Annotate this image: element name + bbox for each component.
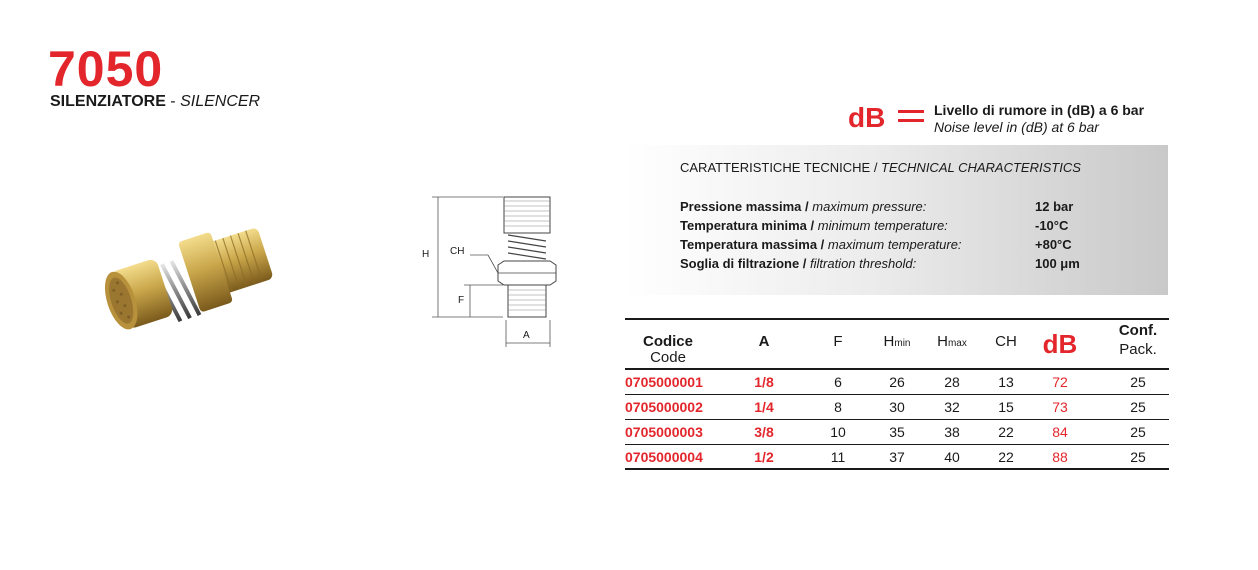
table-row (625, 370, 1169, 395)
cell-ch: 22 (998, 424, 1014, 440)
tech-label-it: Pressione massima / (680, 199, 813, 214)
header-hmax-main: H (937, 333, 948, 350)
db-legend-en: Noise level in (dB) at 6 bar (934, 119, 1099, 135)
header-code-it: Codice (642, 333, 693, 350)
cell-hmax: 40 (944, 449, 960, 465)
cell-db: 84 (1052, 424, 1068, 440)
cell-ch: 22 (998, 449, 1014, 465)
header-db: dB (1042, 329, 1078, 359)
tech-title-separator: / (870, 160, 882, 175)
cell-hmax: 28 (944, 374, 960, 390)
product-model: 7050 (48, 41, 164, 97)
tech-title (680, 160, 1081, 175)
header-a: A (758, 333, 770, 350)
tech-label-en: minimum temperature: (817, 218, 948, 233)
tech-value: -10°C (1035, 218, 1069, 233)
header-hmax (930, 334, 974, 352)
cell-pack: 25 (1130, 399, 1146, 415)
tech-label-it: Soglia di filtrazione / (680, 256, 811, 271)
cell-code: 0705000004 (625, 449, 703, 465)
cell-f: 6 (834, 374, 842, 390)
tech-title-it: CARATTERISTICHE TECNICHE (680, 160, 871, 175)
tech-label-it: Temperatura minima / (680, 218, 818, 233)
cell-ch: 13 (998, 374, 1014, 390)
product-name-it: SILENZIATORE (50, 93, 166, 110)
cell-hmin: 35 (889, 424, 905, 440)
cell-pack: 25 (1130, 424, 1146, 440)
cell-hmin: 37 (889, 449, 905, 465)
table-top-rule (625, 318, 1169, 320)
product-photo (100, 215, 290, 355)
cell-code: 0705000002 (625, 399, 703, 415)
dimension-h-label: H (422, 249, 430, 260)
cell-code: 0705000003 (625, 424, 703, 440)
header-hmin-sub: min (894, 338, 911, 349)
cell-hmax: 38 (944, 424, 960, 440)
header-f: F (833, 333, 843, 350)
header-hmax-sub: max (947, 338, 967, 349)
drawing-lines (418, 185, 568, 350)
cell-hmin: 26 (889, 374, 905, 390)
header-code-en: Code (650, 349, 686, 366)
product-name-en: SILENCER (180, 93, 261, 110)
tech-row (680, 255, 916, 272)
db-symbol: dB (848, 102, 886, 133)
tech-row (680, 236, 962, 253)
tech-label-en: maximum pressure: (812, 199, 927, 214)
dimension-ch-label: CH (450, 246, 465, 257)
cell-a: 1/2 (754, 449, 774, 465)
cell-db: 73 (1052, 399, 1068, 415)
tech-label-en: filtration threshold: (810, 256, 917, 271)
cell-db: 88 (1052, 449, 1068, 465)
tech-value: +80°C (1035, 237, 1072, 252)
header-hmin (877, 334, 917, 352)
header-pack-en: Pack. (1119, 341, 1157, 358)
cell-f: 8 (834, 399, 842, 415)
tech-row (680, 217, 948, 234)
dimension-a-label: A (523, 330, 530, 341)
cell-ch: 15 (998, 399, 1014, 415)
product-name-separator: - (165, 93, 181, 110)
cell-f: 11 (830, 449, 846, 465)
cell-pack: 25 (1130, 449, 1146, 465)
db-legend-it: Livello di rumore in (dB) a 6 bar (934, 102, 1145, 118)
cell-pack: 25 (1130, 374, 1146, 390)
cell-hmax: 32 (944, 399, 960, 415)
cell-db: 72 (1052, 374, 1068, 390)
table-row (625, 395, 1169, 420)
table-row (625, 420, 1169, 445)
cell-a: 1/8 (754, 374, 774, 390)
product-name (50, 94, 260, 110)
equals-icon (898, 110, 924, 126)
dimension-f-label: F (458, 295, 465, 306)
cell-code: 0705000001 (625, 374, 703, 390)
tech-value: 100 μm (1035, 256, 1080, 271)
technical-characteristics-panel (625, 145, 1168, 295)
tech-label-it: Temperatura massima / (680, 237, 828, 252)
cell-f: 10 (830, 424, 846, 440)
tech-row (680, 198, 926, 215)
header-hmin-main: H (883, 333, 895, 350)
cell-a: 1/4 (754, 399, 774, 415)
cell-hmin: 30 (889, 399, 905, 415)
technical-drawing (418, 185, 568, 350)
tech-title-en: TECHNICAL CHARACTERISTICS (881, 160, 1081, 175)
tech-value: 12 bar (1035, 199, 1074, 214)
header-pack-it: Conf. (1118, 322, 1158, 339)
cell-a: 3/8 (754, 424, 774, 440)
table-row (625, 445, 1169, 470)
tech-label-en: maximum temperature: (827, 237, 962, 252)
header-ch: CH (995, 333, 1017, 350)
table-bottom-rule (625, 468, 1169, 470)
